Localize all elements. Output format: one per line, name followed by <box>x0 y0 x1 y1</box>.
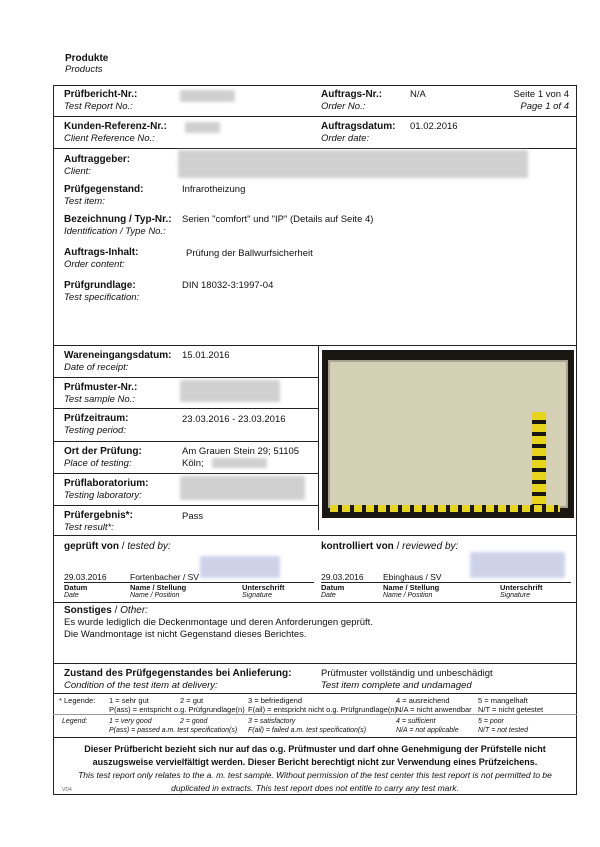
place-label-en: Place of testing: <box>64 458 132 469</box>
footer-disclaimer-en: This test report only relates to the a. m. test sample. Without permission of the test center this test report is not permitted to be duplicated in extracts. This test report does not entitle to carry any test mark. <box>78 770 552 793</box>
redacted-client-ref <box>185 122 220 133</box>
column-divider <box>318 345 319 530</box>
test-spec-label: Prüfgrundlage: <box>64 280 136 291</box>
client-label: Auftraggeber: <box>64 154 131 165</box>
order-no-label: Auftrags-Nr.: <box>321 89 383 100</box>
test-item-label-en: Test item: <box>64 196 105 207</box>
legend-en-nt: N/T = not tested <box>478 727 528 734</box>
lab-label-en: Testing laboratory: <box>64 490 142 501</box>
legend-de-na: N/A = nicht anwendbar <box>396 705 472 714</box>
order-date-value: 01.02.2016 <box>410 121 458 132</box>
receipt-value: 15.01.2016 <box>182 350 230 361</box>
identification-value: Serien "comfort" und "IP" (Details auf Seite 4) <box>182 214 374 225</box>
tested-signature <box>200 556 280 578</box>
client-ref-label: Kunden-Referenz-Nr.: <box>64 121 167 132</box>
reviewed-col-date-en: Date <box>321 592 336 599</box>
reviewed-signature <box>470 552 565 578</box>
report-no-label-en: Test Report No.: <box>64 101 133 112</box>
redacted-client <box>178 150 528 178</box>
tested-col-name: Name / Stellung <box>130 583 187 592</box>
reviewed-name: Ebinghaus / SV <box>383 572 442 582</box>
legend-en-fail: F(ail) = failed a.m. test specification(s) <box>248 727 367 734</box>
legend-en-2: 2 = good <box>180 718 208 725</box>
legend-en-4: 4 = sufficient <box>396 718 436 725</box>
legend-de-label: * Legende: <box>59 696 96 705</box>
reviewed-date: 29.03.2016 <box>321 572 364 582</box>
test-item-photo <box>322 350 574 518</box>
lab-label: Prüflaboratorium: <box>64 478 149 489</box>
client-label-en: Client: <box>64 166 91 177</box>
condition-value: Prüfmuster vollständig und unbeschädigt <box>321 668 493 679</box>
place-value-2: Köln; <box>182 458 204 469</box>
order-content-label: Auftrags-Inhalt: <box>64 247 139 258</box>
condition-label: Zustand des Prüfgegenstandes bei Anlieferung: <box>64 668 292 679</box>
legend-en-pass: P(ass) = passed a.m. test specification(s) <box>109 727 238 734</box>
tested-by-heading: geprüft von / tested by: <box>64 541 171 552</box>
legend-en-3: 3 = satisfactory <box>248 718 296 725</box>
place-label: Ort der Prüfung: <box>64 446 142 457</box>
order-date-label: Auftragsdatum: <box>321 121 396 132</box>
redacted-sample-no <box>180 380 280 402</box>
header-subtitle: Products <box>65 64 103 75</box>
receipt-label-en: Date of receipt: <box>64 362 129 373</box>
identification-label-en: Identification / Type No.: <box>64 226 166 237</box>
order-no-label-en: Order No.: <box>321 101 366 112</box>
other-line-1: Es wurde lediglich die Deckenmontage und deren Anforderungen geprüft. <box>64 617 373 628</box>
footer-disclaimer-de: Dieser Prüfbericht bezieht sich nur auf das o.g. Prüfmuster und darf ohne Genehmigung der Prüfstelle nicht auszugsweise vervielfältigt werden. Dieser Bericht berechtigt nicht zur Verwendung eines Prüfzeichens. <box>84 744 546 767</box>
legend-de-nt: N/T = nicht getestet <box>478 705 544 714</box>
redacted-lab <box>180 476 305 500</box>
legend-de-5: 5 = mangelhaft <box>478 696 528 705</box>
reviewed-col-sig: Unterschrift <box>500 583 543 592</box>
legend-de-3: 3 = befriedigend <box>248 696 303 705</box>
tested-name: Fortenbacher / SV <box>130 572 199 582</box>
reviewed-col-sig-en: Signature <box>500 592 530 599</box>
legend-de-4: 4 = ausreichend <box>396 696 450 705</box>
redacted-report-no <box>180 90 235 102</box>
legend-en-na: N/A = not applicable <box>396 727 459 734</box>
legend-en-5: 5 = poor <box>478 718 504 725</box>
header-title: Produkte <box>65 53 109 64</box>
tested-col-sig: Unterschrift <box>242 583 285 592</box>
test-spec-value: DIN 18032-3:1997-04 <box>182 280 274 291</box>
form-code: VD4 <box>62 787 72 793</box>
test-spec-label-en: Test specification: <box>64 292 140 303</box>
test-period-value: 23.03.2016 - 23.03.2016 <box>182 414 286 425</box>
order-content-label-en: Order content: <box>64 259 125 270</box>
page-number-en: Page 1 of 4 <box>520 101 569 112</box>
legend-de-1: 1 = sehr gut <box>109 696 149 705</box>
sample-no-label: Prüfmuster-Nr.: <box>64 382 138 393</box>
footer-disclaimer <box>62 742 568 794</box>
other-heading: Sonstiges / Other: <box>64 605 148 616</box>
order-no-value: N/A <box>410 89 426 100</box>
sample-no-label-en: Test sample No.: <box>64 394 135 405</box>
legend-de-pass: P(ass) = entspricht o.g. Prüfgrundlage(n) <box>109 705 245 714</box>
page-number: Seite 1 von 4 <box>513 89 569 100</box>
redacted-place <box>212 458 267 468</box>
condition-label-en: Condition of the test item at delivery: <box>64 680 218 691</box>
result-label-en: Test result*: <box>64 522 114 533</box>
report-no-label: Prüfbericht-Nr.: <box>64 89 138 100</box>
client-ref-label-en: Client Reference No.: <box>64 133 155 144</box>
order-date-label-en: Order date: <box>321 133 370 144</box>
test-item-value: Infrarotheizung <box>182 184 246 195</box>
reviewed-col-date: Datum <box>321 583 345 592</box>
place-value-1: Am Grauen Stein 29; 51105 <box>182 446 300 457</box>
legend-en-1: 1 = very good <box>109 718 152 725</box>
result-label: Prüfergebnis*: <box>64 510 133 521</box>
floor-scale <box>330 505 560 512</box>
result-value: Pass <box>182 511 204 522</box>
test-period-label-en: Testing period: <box>64 425 126 436</box>
test-item-label: Prüfgegenstand: <box>64 184 144 195</box>
other-line-2: Die Wandmontage ist nicht Gegenstand dieses Berichtes. <box>64 629 307 640</box>
reviewed-by-heading: kontrolliert von / reviewed by: <box>321 541 459 552</box>
order-content-value: Prüfung der Ballwurfsicherheit <box>186 248 313 259</box>
identification-label: Bezeichnung / Typ-Nr.: <box>64 214 172 225</box>
legend-en-label: Legend: <box>62 718 88 725</box>
legend-de-fail: F(ail) = entspricht nicht o.g. Prüfgrundlage(n) <box>248 705 398 714</box>
test-period-label: Prüfzeitraum: <box>64 413 129 424</box>
receipt-label: Wareneingangsdatum: <box>64 350 172 361</box>
reviewed-col-name-en: Name / Position <box>383 592 433 599</box>
condition-value-en: Test item complete and undamaged <box>321 680 472 691</box>
reviewed-col-name: Name / Stellung <box>383 583 440 592</box>
tested-col-date-en: Date <box>64 592 79 599</box>
tested-col-date: Datum <box>64 583 88 592</box>
tested-date: 29.03.2016 <box>64 572 107 582</box>
measuring-scale <box>532 412 546 512</box>
tested-col-sig-en: Signature <box>242 592 272 599</box>
legend-de-2: 2 = gut <box>180 696 204 705</box>
tested-col-name-en: Name / Position <box>130 592 180 599</box>
